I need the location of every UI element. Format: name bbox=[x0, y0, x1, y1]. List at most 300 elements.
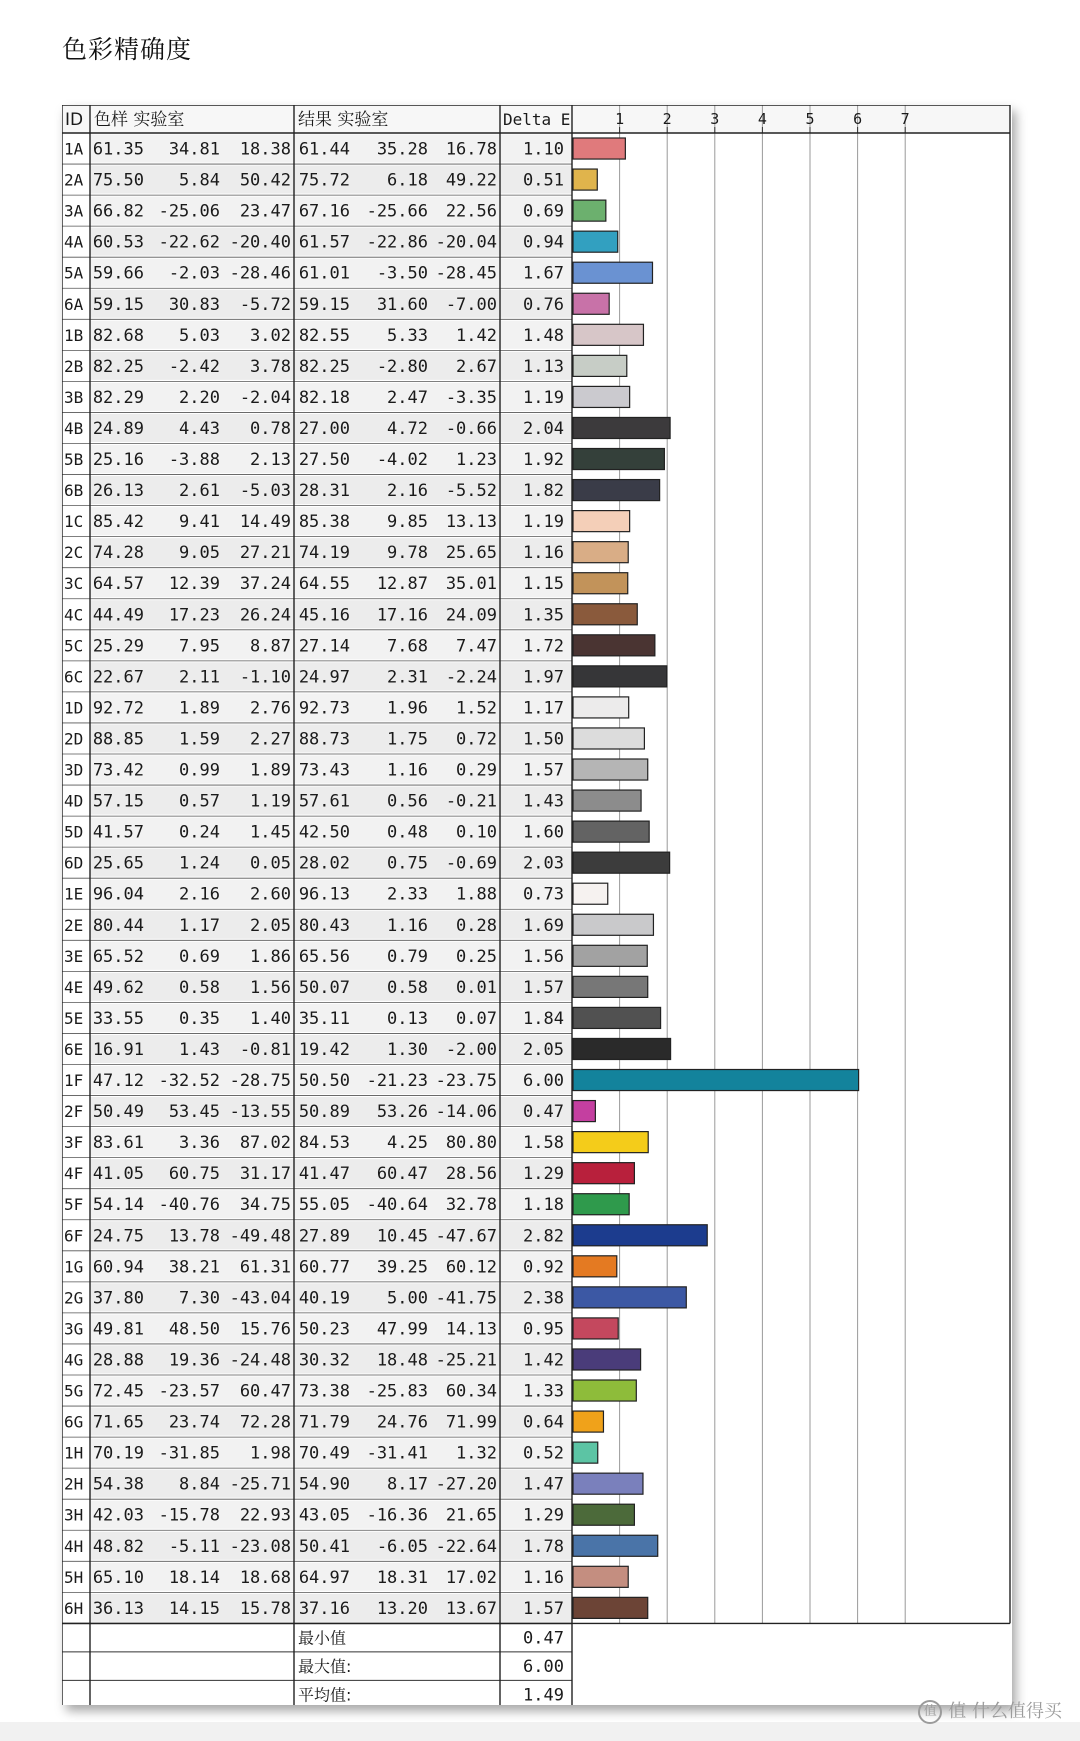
delta-e-bar bbox=[573, 1535, 658, 1556]
row-id: 1G bbox=[64, 1257, 84, 1277]
summary-label: 最大值: bbox=[298, 1657, 352, 1677]
result-b: 16.78 bbox=[445, 139, 497, 160]
sample-a: 2.16 bbox=[179, 884, 220, 905]
sample-a: -31.85 bbox=[158, 1443, 220, 1464]
sample-b: 2.76 bbox=[250, 698, 291, 719]
result-l: 61.44 bbox=[298, 139, 350, 160]
delta-e-bar bbox=[573, 480, 660, 501]
result-l: 65.56 bbox=[298, 946, 350, 967]
sample-b: 1.45 bbox=[250, 822, 291, 843]
sample-l: 73.42 bbox=[92, 760, 144, 781]
delta-e-value: 1.82 bbox=[523, 481, 564, 502]
delta-e-bar bbox=[573, 169, 597, 190]
result-a: 0.48 bbox=[387, 822, 428, 843]
sample-b: -20.40 bbox=[229, 232, 291, 253]
result-b: -22.64 bbox=[435, 1536, 497, 1557]
result-a: 9.78 bbox=[387, 543, 428, 564]
result-a: -21.23 bbox=[366, 1071, 428, 1092]
sample-b: -28.46 bbox=[229, 263, 291, 284]
delta-e-bar bbox=[573, 1132, 648, 1153]
result-b: 1.23 bbox=[456, 450, 497, 471]
result-l: 82.18 bbox=[298, 387, 350, 408]
sample-a: -23.57 bbox=[158, 1381, 220, 1402]
row-id: 2E bbox=[64, 915, 84, 935]
row-id: 1B bbox=[64, 325, 84, 345]
delta-e-bar bbox=[573, 324, 643, 345]
result-l: 92.73 bbox=[298, 698, 350, 719]
row-id: 3D bbox=[64, 760, 84, 780]
delta-e-bar bbox=[573, 1163, 634, 1184]
sample-l: 70.19 bbox=[92, 1443, 144, 1464]
sample-l: 54.38 bbox=[92, 1474, 144, 1495]
result-b: -7.00 bbox=[445, 294, 497, 315]
result-a: 1.96 bbox=[387, 698, 428, 719]
sample-l: 57.15 bbox=[92, 791, 144, 812]
sample-l: 50.49 bbox=[92, 1102, 144, 1123]
result-l: 27.00 bbox=[298, 418, 350, 439]
result-l: 35.11 bbox=[298, 1008, 350, 1029]
sample-b: 34.75 bbox=[239, 1195, 291, 1216]
sample-a: -2.03 bbox=[168, 263, 220, 284]
x-tick-label: 1 bbox=[615, 110, 625, 128]
x-tick-label: 4 bbox=[757, 110, 767, 128]
result-l: 43.05 bbox=[298, 1505, 350, 1526]
sample-b: 1.86 bbox=[250, 946, 291, 967]
result-b: -0.66 bbox=[445, 418, 497, 439]
row-id: 4B bbox=[64, 418, 84, 438]
sample-l: 25.65 bbox=[92, 853, 144, 874]
result-l: 55.05 bbox=[298, 1195, 350, 1216]
row-id: 4G bbox=[64, 1350, 84, 1370]
result-l: 61.57 bbox=[298, 232, 350, 253]
sample-a: 19.36 bbox=[168, 1350, 220, 1371]
result-b: 2.67 bbox=[456, 356, 497, 377]
x-tick-label: 7 bbox=[900, 110, 910, 128]
result-b: 0.28 bbox=[456, 915, 497, 936]
delta-e-value: 1.57 bbox=[523, 760, 564, 781]
sample-l: 54.14 bbox=[92, 1195, 144, 1216]
sample-a: 9.05 bbox=[179, 543, 220, 564]
result-b: 13.13 bbox=[445, 512, 497, 533]
delta-e-bar bbox=[573, 1504, 634, 1525]
sample-b: 15.78 bbox=[239, 1598, 291, 1619]
sample-a: 0.69 bbox=[179, 946, 220, 967]
result-a: 2.33 bbox=[387, 884, 428, 905]
delta-e-bar bbox=[573, 262, 652, 283]
delta-e-value: 1.50 bbox=[523, 729, 564, 750]
delta-e-value: 2.05 bbox=[523, 1039, 564, 1060]
result-a: 31.60 bbox=[376, 294, 428, 315]
result-a: -40.64 bbox=[366, 1195, 428, 1216]
sample-a: 0.35 bbox=[179, 1008, 220, 1029]
result-a: 35.28 bbox=[376, 139, 428, 160]
sample-l: 60.94 bbox=[92, 1257, 144, 1278]
result-b: -3.35 bbox=[445, 387, 497, 408]
delta-e-bar bbox=[573, 1411, 603, 1432]
sample-l: 72.45 bbox=[92, 1381, 144, 1402]
result-a: 2.47 bbox=[387, 387, 428, 408]
sample-l: 61.35 bbox=[92, 139, 144, 160]
row-id: 5E bbox=[64, 1008, 84, 1028]
watermark-text: 值 什么值得买 bbox=[948, 1701, 1062, 1722]
delta-e-bar bbox=[573, 1566, 628, 1587]
row-id: 5D bbox=[64, 822, 84, 842]
delta-e-bar bbox=[573, 449, 664, 470]
delta-e-bar bbox=[573, 355, 627, 376]
result-b: -23.75 bbox=[435, 1071, 497, 1092]
result-l: 73.43 bbox=[298, 760, 350, 781]
result-l: 70.49 bbox=[298, 1443, 350, 1464]
sample-l: 37.80 bbox=[92, 1288, 144, 1309]
header-sample: 色样 实验室 bbox=[94, 110, 185, 130]
delta-e-value: 1.29 bbox=[523, 1505, 564, 1526]
result-a: -22.86 bbox=[366, 232, 428, 253]
row-id: 5B bbox=[64, 450, 84, 470]
row-id: 5C bbox=[64, 636, 84, 656]
sample-a: 1.17 bbox=[179, 915, 220, 936]
result-l: 54.90 bbox=[298, 1474, 350, 1495]
result-b: -2.24 bbox=[445, 667, 497, 688]
delta-e-value: 1.57 bbox=[523, 977, 564, 998]
sample-a: 14.15 bbox=[168, 1598, 220, 1619]
sample-l: 44.49 bbox=[92, 605, 144, 626]
row-id: 6F bbox=[64, 1226, 84, 1246]
sample-l: 59.15 bbox=[92, 294, 144, 315]
delta-e-value: 1.48 bbox=[523, 325, 564, 346]
sample-a: 34.81 bbox=[168, 139, 220, 160]
result-a: -3.50 bbox=[376, 263, 428, 284]
delta-e-bar bbox=[573, 1380, 636, 1401]
result-b: -5.52 bbox=[445, 481, 497, 502]
sample-b: 2.60 bbox=[250, 884, 291, 905]
sample-b: 22.93 bbox=[239, 1505, 291, 1526]
header-result: 结果 实验室 bbox=[298, 110, 389, 130]
row-id: 4C bbox=[64, 605, 84, 625]
sample-l: 65.10 bbox=[92, 1567, 144, 1588]
delta-e-value: 1.29 bbox=[523, 1164, 564, 1185]
row-id: 1E bbox=[64, 884, 84, 904]
result-a: -25.66 bbox=[366, 201, 428, 222]
result-l: 60.77 bbox=[298, 1257, 350, 1278]
row-id: 3E bbox=[64, 946, 84, 966]
result-a: 7.68 bbox=[387, 636, 428, 657]
sample-l: 85.42 bbox=[92, 512, 144, 533]
sample-b: -25.71 bbox=[229, 1474, 291, 1495]
sample-a: 13.78 bbox=[168, 1226, 220, 1247]
delta-e-value: 0.95 bbox=[523, 1319, 564, 1340]
row-id: 6G bbox=[64, 1412, 84, 1432]
result-b: 0.72 bbox=[456, 729, 497, 750]
result-l: 73.38 bbox=[298, 1381, 350, 1402]
sample-b: 2.13 bbox=[250, 450, 291, 471]
sample-b: -5.03 bbox=[239, 481, 291, 502]
delta-e-bar bbox=[573, 790, 641, 811]
result-l: 24.97 bbox=[298, 667, 350, 688]
result-a: 0.56 bbox=[387, 791, 428, 812]
result-a: 1.75 bbox=[387, 729, 428, 750]
delta-e-bar bbox=[573, 666, 667, 687]
result-l: 50.07 bbox=[298, 977, 350, 998]
delta-e-bar bbox=[573, 200, 606, 221]
result-l: 61.01 bbox=[298, 263, 350, 284]
delta-e-bar bbox=[573, 1442, 598, 1463]
sample-b: 2.27 bbox=[250, 729, 291, 750]
delta-e-value: 1.78 bbox=[523, 1536, 564, 1557]
sample-l: 16.91 bbox=[92, 1039, 144, 1060]
row-id: 1H bbox=[64, 1443, 84, 1463]
bottom-strip bbox=[0, 1722, 1080, 1741]
sample-b: 1.40 bbox=[250, 1008, 291, 1029]
result-l: 74.19 bbox=[298, 543, 350, 564]
result-b: 60.34 bbox=[445, 1381, 497, 1402]
row-id: 3A bbox=[64, 201, 84, 221]
sample-a: -15.78 bbox=[158, 1505, 220, 1526]
result-l: 57.61 bbox=[298, 791, 350, 812]
sample-a: 0.57 bbox=[179, 791, 220, 812]
sample-l: 65.52 bbox=[92, 946, 144, 967]
delta-e-value: 1.56 bbox=[523, 946, 564, 967]
result-l: 80.43 bbox=[298, 915, 350, 936]
row-id: 2B bbox=[64, 356, 84, 376]
sample-l: 49.62 bbox=[92, 977, 144, 998]
sample-l: 41.57 bbox=[92, 822, 144, 843]
sample-l: 71.65 bbox=[92, 1412, 144, 1433]
result-b: 60.12 bbox=[445, 1257, 497, 1278]
sample-a: 7.95 bbox=[179, 636, 220, 657]
result-a: 60.47 bbox=[376, 1164, 428, 1185]
result-a: 1.16 bbox=[387, 915, 428, 936]
sample-b: 72.28 bbox=[239, 1412, 291, 1433]
delta-e-bar bbox=[573, 821, 649, 842]
delta-e-value: 0.52 bbox=[523, 1443, 564, 1464]
result-l: 28.02 bbox=[298, 853, 350, 874]
sample-b: 15.76 bbox=[239, 1319, 291, 1340]
row-id: 2A bbox=[64, 170, 84, 190]
delta-e-value: 1.69 bbox=[523, 915, 564, 936]
sample-a: -32.52 bbox=[158, 1071, 220, 1092]
sample-b: 0.05 bbox=[250, 853, 291, 874]
delta-e-bar bbox=[573, 417, 670, 438]
summary-value: 1.49 bbox=[523, 1685, 564, 1705]
delta-e-bar bbox=[573, 1597, 648, 1618]
row-id: 6D bbox=[64, 853, 84, 873]
result-l: 45.16 bbox=[298, 605, 350, 626]
sample-a: 53.45 bbox=[168, 1102, 220, 1123]
result-a: -16.36 bbox=[366, 1505, 428, 1526]
result-l: 19.42 bbox=[298, 1039, 350, 1060]
delta-e-value: 0.92 bbox=[523, 1257, 564, 1278]
delta-e-bar bbox=[573, 1007, 661, 1028]
result-b: -14.06 bbox=[435, 1102, 497, 1123]
row-id: 2G bbox=[64, 1288, 84, 1308]
result-l: 88.73 bbox=[298, 729, 350, 750]
sample-a: 5.03 bbox=[179, 325, 220, 346]
sample-a: 18.14 bbox=[168, 1567, 220, 1588]
delta-e-value: 1.60 bbox=[523, 822, 564, 843]
sample-a: 17.23 bbox=[168, 605, 220, 626]
result-b: 71.99 bbox=[445, 1412, 497, 1433]
result-l: 67.16 bbox=[298, 201, 350, 222]
delta-e-bar bbox=[573, 976, 648, 997]
delta-e-value: 1.84 bbox=[523, 1008, 564, 1029]
delta-e-bar bbox=[573, 511, 630, 532]
row-id: 5A bbox=[64, 263, 84, 283]
result-b: -2.00 bbox=[445, 1039, 497, 1060]
result-l: 50.50 bbox=[298, 1071, 350, 1092]
delta-e-bar bbox=[573, 883, 608, 904]
result-a: 0.79 bbox=[387, 946, 428, 967]
delta-e-bar bbox=[573, 1349, 641, 1370]
result-b: 80.80 bbox=[445, 1133, 497, 1154]
delta-e-value: 1.10 bbox=[523, 139, 564, 160]
sample-b: 18.38 bbox=[239, 139, 291, 160]
sample-b: 61.31 bbox=[239, 1257, 291, 1278]
row-id: 3G bbox=[64, 1319, 84, 1339]
delta-e-value: 1.42 bbox=[523, 1350, 564, 1371]
result-a: 5.00 bbox=[387, 1288, 428, 1309]
sample-a: 2.11 bbox=[179, 667, 220, 688]
sample-b: 27.21 bbox=[239, 543, 291, 564]
sample-l: 42.03 bbox=[92, 1505, 144, 1526]
summary-label: 最小值 bbox=[298, 1628, 347, 1648]
result-l: 37.16 bbox=[298, 1598, 350, 1619]
row-id: 3F bbox=[64, 1133, 84, 1153]
row-id: 3H bbox=[64, 1505, 84, 1525]
result-b: 21.65 bbox=[445, 1505, 497, 1526]
sample-b: 1.56 bbox=[250, 977, 291, 998]
sample-a: 7.30 bbox=[179, 1288, 220, 1309]
sample-a: 1.89 bbox=[179, 698, 220, 719]
delta-e-value: 1.18 bbox=[523, 1195, 564, 1216]
row-id: 2F bbox=[64, 1102, 84, 1122]
sample-b: 3.02 bbox=[250, 325, 291, 346]
result-a: 0.75 bbox=[387, 853, 428, 874]
sample-l: 24.75 bbox=[92, 1226, 144, 1247]
result-b: 25.65 bbox=[445, 543, 497, 564]
row-id: 6E bbox=[64, 1039, 84, 1059]
delta-e-value: 1.15 bbox=[523, 574, 564, 595]
result-b: 0.10 bbox=[456, 822, 497, 843]
sample-a: -22.62 bbox=[158, 232, 220, 253]
sample-l: 80.44 bbox=[92, 915, 144, 936]
result-b: 28.56 bbox=[445, 1164, 497, 1185]
row-id: 3B bbox=[64, 387, 84, 407]
sample-a: 60.75 bbox=[168, 1164, 220, 1185]
result-l: 64.97 bbox=[298, 1567, 350, 1588]
sample-a: 30.83 bbox=[168, 294, 220, 315]
result-b: 13.67 bbox=[445, 1598, 497, 1619]
result-b: -0.69 bbox=[445, 853, 497, 874]
delta-e-bar bbox=[573, 1038, 671, 1059]
result-a: 18.31 bbox=[376, 1567, 428, 1588]
result-b: 0.01 bbox=[456, 977, 497, 998]
delta-e-value: 1.57 bbox=[523, 1598, 564, 1619]
result-l: 28.31 bbox=[298, 481, 350, 502]
x-tick-label: 2 bbox=[662, 110, 672, 128]
row-id: 4A bbox=[64, 232, 84, 252]
sample-b: -0.81 bbox=[239, 1039, 291, 1060]
row-id: 1D bbox=[64, 698, 84, 718]
sample-l: 59.66 bbox=[92, 263, 144, 284]
delta-e-value: 6.00 bbox=[523, 1071, 564, 1092]
result-l: 75.72 bbox=[298, 170, 350, 191]
delta-e-bar bbox=[573, 573, 628, 594]
sample-b: 26.24 bbox=[239, 605, 291, 626]
sample-l: 74.28 bbox=[92, 543, 144, 564]
delta-e-bar bbox=[573, 728, 644, 749]
result-l: 27.14 bbox=[298, 636, 350, 657]
sample-l: 26.13 bbox=[92, 481, 144, 502]
delta-e-bar bbox=[573, 1256, 617, 1277]
delta-e-value: 1.43 bbox=[523, 791, 564, 812]
result-l: 50.23 bbox=[298, 1319, 350, 1340]
delta-e-value: 1.33 bbox=[523, 1381, 564, 1402]
sample-a: 48.50 bbox=[168, 1319, 220, 1340]
sample-l: 75.50 bbox=[92, 170, 144, 191]
result-l: 41.47 bbox=[298, 1164, 350, 1185]
sample-a: 1.43 bbox=[179, 1039, 220, 1060]
delta-e-bar bbox=[573, 231, 618, 252]
delta-e-bar bbox=[573, 604, 637, 625]
result-b: 1.32 bbox=[456, 1443, 497, 1464]
result-l: 40.19 bbox=[298, 1288, 350, 1309]
delta-e-bar bbox=[573, 635, 655, 656]
delta-e-value: 0.76 bbox=[523, 294, 564, 315]
result-a: 9.85 bbox=[387, 512, 428, 533]
result-b: -25.21 bbox=[435, 1350, 497, 1371]
sample-b: 1.89 bbox=[250, 760, 291, 781]
sample-a: 9.41 bbox=[179, 512, 220, 533]
sample-l: 82.25 bbox=[92, 356, 144, 377]
sample-b: 2.05 bbox=[250, 915, 291, 936]
sample-a: 0.58 bbox=[179, 977, 220, 998]
result-l: 27.89 bbox=[298, 1226, 350, 1247]
sample-a: 12.39 bbox=[168, 574, 220, 595]
result-a: 8.17 bbox=[387, 1474, 428, 1495]
page-title: 色彩精确度 bbox=[62, 35, 193, 64]
sample-a: 5.84 bbox=[179, 170, 220, 191]
delta-e-value: 0.73 bbox=[523, 884, 564, 905]
sample-l: 25.29 bbox=[92, 636, 144, 657]
sample-a: 23.74 bbox=[168, 1412, 220, 1433]
result-l: 71.79 bbox=[298, 1412, 350, 1433]
result-a: 0.13 bbox=[387, 1008, 428, 1029]
delta-e-bar bbox=[573, 1225, 707, 1246]
result-b: 1.42 bbox=[456, 325, 497, 346]
delta-e-value: 1.16 bbox=[523, 1567, 564, 1588]
sample-a: -25.06 bbox=[158, 201, 220, 222]
sample-b: -49.48 bbox=[229, 1226, 291, 1247]
sample-b: 60.47 bbox=[239, 1381, 291, 1402]
sample-b: 1.98 bbox=[250, 1443, 291, 1464]
delta-e-bar bbox=[573, 293, 609, 314]
sample-a: 38.21 bbox=[168, 1257, 220, 1278]
sample-l: 49.81 bbox=[92, 1319, 144, 1340]
sample-b: -24.48 bbox=[229, 1350, 291, 1371]
result-a: 13.20 bbox=[376, 1598, 428, 1619]
delta-e-value: 1.92 bbox=[523, 450, 564, 471]
result-a: 1.16 bbox=[387, 760, 428, 781]
summary-label: 平均值: bbox=[298, 1685, 352, 1705]
result-b: -27.20 bbox=[435, 1474, 497, 1495]
sample-b: 3.78 bbox=[250, 356, 291, 377]
row-id: 1F bbox=[64, 1071, 84, 1091]
delta-e-value: 0.64 bbox=[523, 1412, 564, 1433]
delta-e-bar bbox=[573, 759, 648, 780]
delta-e-bar bbox=[573, 138, 625, 159]
result-l: 82.55 bbox=[298, 325, 350, 346]
delta-e-value: 2.38 bbox=[523, 1288, 564, 1309]
